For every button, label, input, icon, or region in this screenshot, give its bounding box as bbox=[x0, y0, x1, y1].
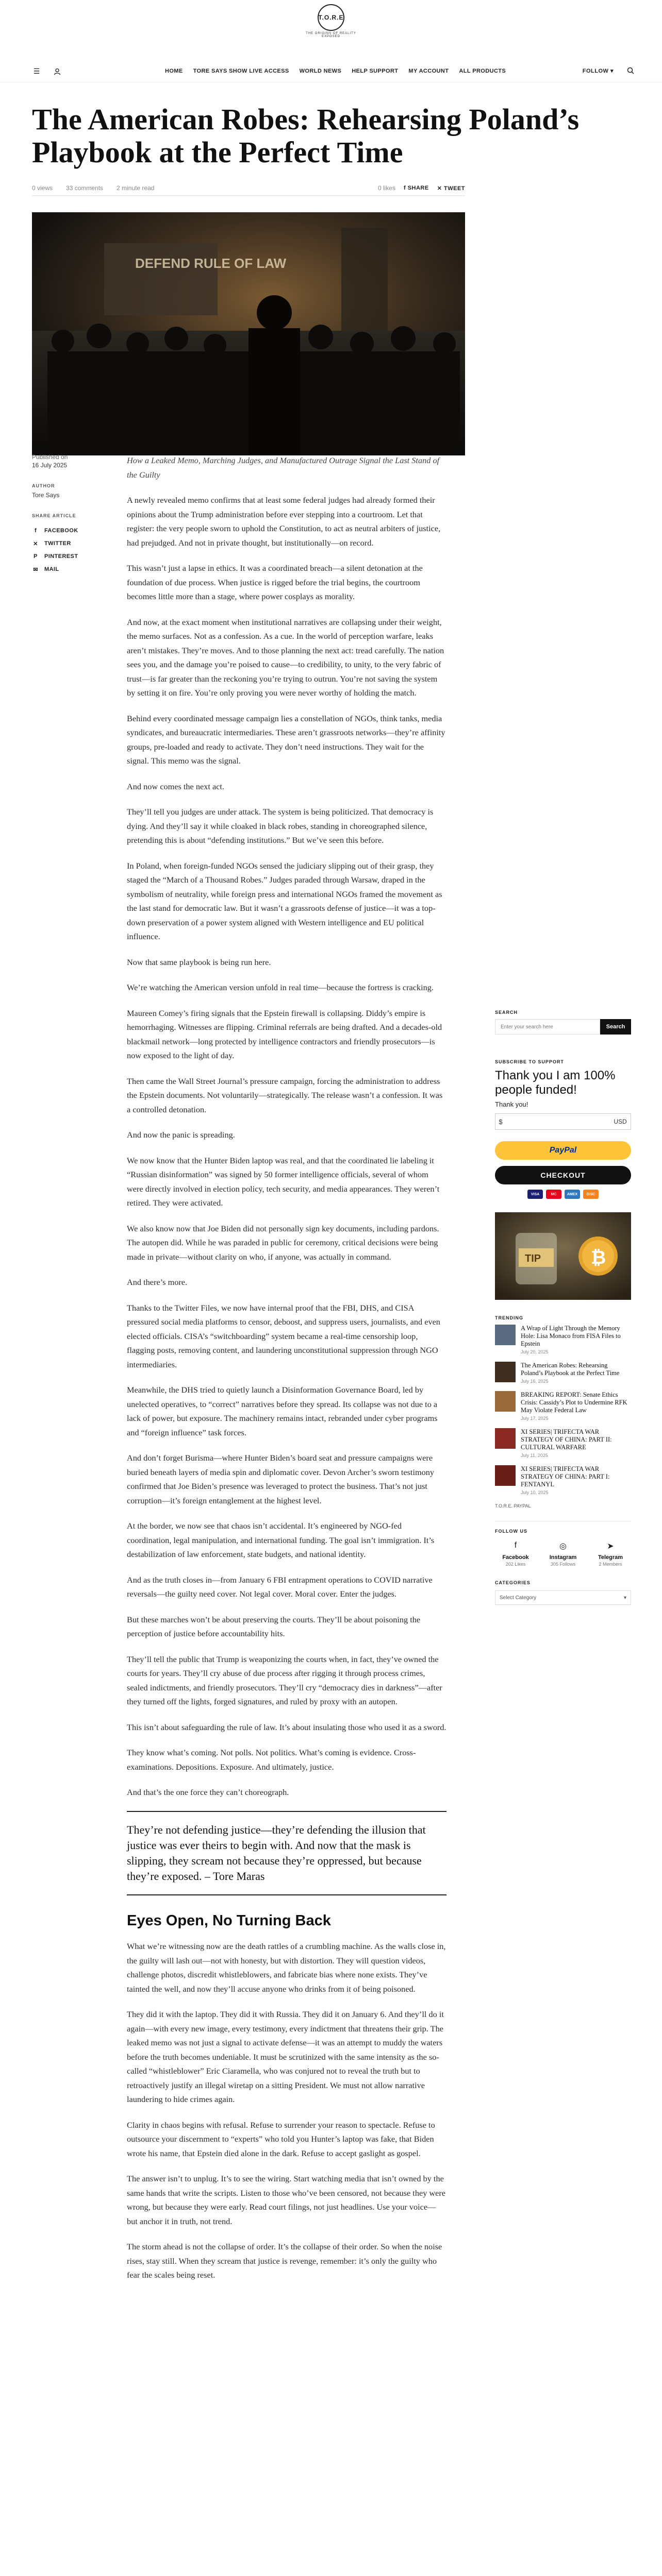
article-paragraph: A newly revealed memo confirms that at least some federal judges had already formed their opinions about the Trump administration before ever stepping into a courtroom. Let that register: the very people sworn to uphold the Constitution, to act as neutral arbiters of justice, had prejudged. And not in private thought, but institutionally—on record. bbox=[127, 495, 441, 548]
banner-text: DEFEND RULE OF LAW bbox=[135, 256, 287, 271]
article-paragraph: And now, at the exact moment when institutional narratives are collapsing under their weight, the memo surfaces. Not as a confession. As a cue. In the world of perception warfare, leaks aren’t mistakes. They’re moves. And to those planning the next act: tread carefully. The nation sees you, and the damage you’re poised to cause—to credibility, to unity, to the very fabric of trust—is far greater than the reckoning you’re trying to outrun. You’re not saving the system by setting it on fire. You’re only proving you were never worthy of holding the match. bbox=[127, 617, 444, 698]
trending-thumbnail bbox=[495, 1428, 516, 1449]
search-label: SEARCH bbox=[495, 1010, 518, 1015]
article-paragraph: This wasn’t just a lapse in ethics. It was a coordinated breach—a silent detonation at the foundation of due process. When justice is rigged before the trial begins, the courtroom becomes little more than a stage, where power cosplays as morality. bbox=[127, 563, 423, 601]
social-instagram[interactable] bbox=[542, 1541, 584, 1567]
nav-item-live-access[interactable]: TORE SAYS SHOW LIVE ACCESS bbox=[193, 68, 289, 74]
article-paragraph: And as the truth closes in—from January 6 FBI entrapment operations to COVID narrative reversals—the guilty need cover. Not legal cover. Moral cover. Enter the judges. bbox=[127, 1574, 433, 1599]
chevron-down-icon: ▾ bbox=[610, 67, 614, 74]
share-facebook-label: FACEBOOK bbox=[44, 528, 78, 534]
article-paragraph: Thanks to the Twitter Files, we now have internal proof that the FBI, DHS, and CISA pressured social media platforms to censor, deboost, and suppress users, journalists, and even elected officials. CISA’s “switchboarding” system became a real-time censorship loop, flagging posts, removing content, and laundering unconstitutional suppression through NGO intermediaries. bbox=[127, 1302, 440, 1369]
visa-card-icon: VISA bbox=[527, 1190, 543, 1199]
article-dek: How a Leaked Memo, Marching Judges, and Manufactured Outrage Signal the Last Stand of the Guilty bbox=[127, 455, 440, 480]
article-meta bbox=[32, 182, 465, 196]
share-twitter[interactable] bbox=[32, 540, 99, 547]
top-bar bbox=[0, 0, 662, 41]
article-body bbox=[127, 453, 446, 2294]
right-sidebar bbox=[495, 1010, 631, 1605]
tweet-button[interactable] bbox=[437, 185, 465, 192]
tip-jar-image[interactable] bbox=[495, 1212, 631, 1300]
article-paragraph: What we’re witnessing now are the death rattles of a crumbling machine. As the walls close in, the guilty will lash out—not with honesty, but with distortion. They will question videos, challenge photos, discredit whistleblowers, and fabricate bias where none exists. They’ve tainted the well, and now they’ll accuse anyone who drinks from it of being poisoned. bbox=[127, 1941, 446, 1994]
article-paragraph: Now that same playbook is being run here. bbox=[127, 957, 271, 967]
tweet-label: TWEET bbox=[444, 185, 465, 192]
author-name[interactable]: Tore Says bbox=[32, 492, 60, 499]
nav-item-all-products[interactable]: ALL PRODUCTS bbox=[459, 68, 506, 74]
share-article-label: SHARE ARTICLE bbox=[32, 513, 76, 518]
paypal-button[interactable]: PayPal bbox=[495, 1141, 631, 1160]
trending-date: July 10, 2025 bbox=[521, 1490, 549, 1495]
trending-item[interactable] bbox=[495, 1428, 631, 1458]
social-links bbox=[495, 1541, 631, 1567]
discover-card-icon: DISC bbox=[583, 1190, 599, 1199]
article-paragraph: Maureen Comey’s firing signals that the Epstein firewall is collapsing. Diddy’s empire is hemorrhaging. Witnesses are flipping. Criminal referrals are being drafted. And a decades-old blackmail network—long protected by intelligence contractors and friendly prosecutors—is now exposed to the light of day. bbox=[127, 1008, 442, 1060]
trending-label: TRENDING bbox=[495, 1315, 523, 1320]
facebook-icon: f bbox=[34, 528, 37, 534]
mail-icon: ✉ bbox=[33, 566, 38, 573]
subscribe-label: SUBSCRIBE TO SUPPORT bbox=[495, 1059, 564, 1064]
share-pinterest[interactable] bbox=[32, 553, 99, 560]
article-title: The American Robes: Rehearsing Poland’s Playbook at the Perfect Time bbox=[32, 103, 580, 169]
nav-item-my-account[interactable]: MY ACCOUNT bbox=[408, 68, 449, 74]
share-facebook[interactable] bbox=[32, 527, 99, 534]
trending-item[interactable] bbox=[495, 1362, 631, 1384]
social-name: Instagram bbox=[549, 1554, 577, 1561]
article-paragraph: We’re watching the American version unfold in real time—because the fortress is cracking. bbox=[127, 982, 434, 992]
nav-menu bbox=[165, 68, 506, 74]
payment-cards bbox=[495, 1190, 631, 1199]
trending-title: XI SERIES| TRIFECTA WAR STRATEGY OF CHINA: PART I: FENTANYL bbox=[521, 1465, 610, 1488]
hero-image bbox=[32, 212, 465, 455]
amount-input[interactable] bbox=[506, 1114, 610, 1129]
social-facebook[interactable] bbox=[495, 1541, 536, 1567]
facebook-icon: f bbox=[514, 1541, 517, 1550]
published-date: 16 July 2025 bbox=[32, 462, 68, 469]
article-paragraph: Clarity in chaos begins with refusal. Refuse to surrender your reason to spectacle. Refuse to outsource your discernment to “experts” who told you Hunter’s laptop was fake, that Biden wrote his name, that Epstein died alone in the dark. Refuse to accept gaslight as gospel. bbox=[127, 2120, 435, 2158]
article-paragraph: At the border, we now see that chaos isn’t accidental. It’s engineered by NGO-fed coordination, legal manipulation, and international funding. The goal isn’t immigration. It’s destabilization of law enforcement, state budgets, and national identity. bbox=[127, 1521, 435, 1559]
search-input[interactable] bbox=[495, 1019, 600, 1035]
article-paragraph: The answer isn’t to unplug. It’s to see the wiring. Start watching media that isn’t owned by the same hands that write the scripts. Listen to those who’ve been censored, not because they were wrong, but because they were early. Read court filings, not just headlines. Use your voice—but anchor it in truth, not trend. bbox=[127, 2174, 446, 2226]
trending-item[interactable] bbox=[495, 1325, 631, 1354]
categories-select[interactable] bbox=[495, 1590, 631, 1605]
user-icon[interactable] bbox=[53, 67, 62, 76]
tore-paypal-link[interactable]: T.O.R.E. PAYPAL bbox=[495, 1503, 531, 1509]
site-logo[interactable] bbox=[305, 4, 357, 37]
telegram-icon: ➤ bbox=[607, 1542, 614, 1551]
likes-count[interactable]: 0 likes bbox=[377, 184, 395, 192]
article-paragraph: And now the panic is spreading. bbox=[127, 1130, 235, 1140]
amex-card-icon: AMEX bbox=[565, 1190, 580, 1199]
author-label: AUTHOR bbox=[32, 483, 55, 488]
search-button[interactable]: Search bbox=[600, 1019, 631, 1035]
mastercard-icon: MC bbox=[546, 1190, 561, 1199]
donation-subtitle: Thank you! bbox=[495, 1100, 528, 1108]
trending-thumbnail bbox=[495, 1465, 516, 1486]
nav-item-help-support[interactable]: HELP SUPPORT bbox=[352, 68, 399, 74]
article-paragraph: And don’t forget Burisma—where Hunter Biden’s board seat and pressure campaigns were buried beneath layers of media spin and diplomatic cover. Devon Archer’s sworn testimony confirmed that Joe Biden’s presence was leveraged to protect the business. That’s not just corruption—it’s foreign entanglement at the highest level. bbox=[127, 1453, 435, 1505]
trending-title: XI SERIES| TRIFECTA WAR STRATEGY OF CHINA: PART II: CULTURAL WARFARE bbox=[521, 1428, 612, 1451]
follow-label: FOLLOW bbox=[582, 67, 609, 74]
checkout-button[interactable]: CHECKOUT bbox=[495, 1166, 631, 1184]
follow-button[interactable] bbox=[583, 67, 614, 74]
share-button[interactable] bbox=[404, 185, 429, 191]
article-paragraph: In Poland, when foreign-funded NGOs sensed the judiciary slipping out of their grasp, they staged the “March of a Thousand Robes.” Judges paraded through Warsaw, draped in the symbolism of neutrality, while foreign press and international NGOs framed the movement as the last stand for democratic law. But it wasn’t a grassroots defense of justice—it was a top-down preservation of a power system aligned with Western intelligence and EU political influence. bbox=[127, 860, 442, 941]
social-count: 2 Members bbox=[599, 1562, 622, 1567]
share-icon: f bbox=[403, 185, 406, 191]
main-navigation bbox=[0, 62, 662, 82]
pull-quote: They’re not defending justice—they’re defending the illusion that justice was ever theirs to begin with. And now that the mask is slipping, they scream not because they’re oppressed, but because they’re exposed. – Tore Maras bbox=[127, 1811, 446, 1895]
nav-item-world-news[interactable]: WORLD NEWS bbox=[299, 68, 342, 74]
twitter-icon: ✕ bbox=[437, 185, 442, 192]
article-paragraph: Meanwhile, the DHS tried to quietly launch a Disinformation Governance Board, led by unelected operatives, to “correct” narratives before they spread. Its collapse was not due to a lack of power, but exposure. The machinery remains intact, rebranded under cyber programs and “foreign influence” task forces. bbox=[127, 1385, 438, 1437]
share-twitter-label: TWITTER bbox=[44, 540, 71, 547]
article-paragraphs-2 bbox=[127, 1939, 446, 2282]
search-form bbox=[495, 1019, 631, 1035]
trending-date: July 11, 2025 bbox=[521, 1453, 548, 1458]
article-sidebar-left bbox=[32, 453, 99, 573]
share-mail-label: MAIL bbox=[44, 566, 59, 572]
social-count: 305 Follows bbox=[550, 1562, 576, 1567]
article-paragraph: They know what’s coming. Not polls. Not politics. What’s coming is evidence. Cross-examinations. Depositions. Exposure. And ultimately, justice. bbox=[127, 1748, 416, 1772]
trending-item[interactable] bbox=[495, 1391, 631, 1421]
logo-subtitle: THE ORIGINS OF REALITY EXPOSED bbox=[306, 32, 356, 38]
article-paragraph: This isn’t about safeguarding the rule of law. It’s about insulating those who used it as a sword. bbox=[127, 1722, 446, 1732]
article-paragraph: They’ll tell you judges are under attack. The system is being politicized. That democracy is dying. And they’ll say it while cloaked in black robes, standing in choreographed silence, pretending this is about “defending institutions.” But we’ve seen this before. bbox=[127, 807, 434, 845]
twitter-icon: ✕ bbox=[33, 540, 38, 547]
article-paragraph: And that’s the one force they can’t choreograph. bbox=[127, 1787, 289, 1797]
read-time: 2 minute read bbox=[117, 184, 155, 192]
donation-heading: Thank you I am 100% people funded! bbox=[495, 1069, 616, 1097]
trending-title: The American Robes: Rehearsing Poland’s Playbook at the Perfect Time bbox=[521, 1362, 620, 1377]
nav-item-home[interactable]: HOME bbox=[165, 68, 183, 74]
article-paragraph: They did it with the laptop. They did it with Russia. They did it on January 6. And they’ll do it again—with every new image, every testimony, every indictment that threatens their grip. The leaked memo was not just a signal to activate defense—it was an attempt to muddy the waters before the truth becomes undeniable. It must be scrutinized with the same intensity as the so-called “whistleblower” Eric Ciaramella, who was conjured not to reveal the truth but to retroactively justify an illegal wiretap on a sitting President. We must not allow narrative laundering to hide crimes again. bbox=[127, 2009, 444, 2104]
follow-us-label: FOLLOW US bbox=[495, 1529, 527, 1534]
published-label: Published on bbox=[32, 453, 68, 461]
share-pinterest-label: PINTEREST bbox=[44, 553, 78, 560]
trending-thumbnail bbox=[495, 1391, 516, 1412]
trending-date: July 17, 2025 bbox=[521, 1416, 549, 1421]
currency-code: USD bbox=[614, 1118, 627, 1125]
article-paragraph: They’ll tell the public that Trump is weaponizing the courts when, in fact, they’ve owned the courts for years. They’ll cry abuse of due process after rigging it through process crimes, sealed indictments, and friendly prosecutors. They’ll cry “democracy dies in darkness”—after they turned off the lights, forged signatures, and ruled by proxy with an autopen. bbox=[127, 1654, 442, 1706]
categories-label: CATEGORIES bbox=[495, 1580, 531, 1585]
donation-amount-field bbox=[495, 1113, 631, 1130]
tip-label: TIP bbox=[525, 1253, 541, 1264]
currency-symbol: $ bbox=[499, 1117, 503, 1126]
article-paragraph: Then came the Wall Street Journal’s pressure campaign, forcing the administration to address the Epstein documents. Not voluntarily—strategically. The release wasn’t a confession. It was a controlled detonation. bbox=[127, 1076, 443, 1114]
trending-item[interactable] bbox=[495, 1465, 631, 1495]
trending-thumbnail bbox=[495, 1362, 516, 1382]
social-name: Telegram bbox=[598, 1554, 623, 1561]
article-paragraph: But these marches won’t be about preserving the courts. They’ll be about poisoning the perception of justice before accountability hits. bbox=[127, 1614, 421, 1638]
social-telegram[interactable] bbox=[590, 1541, 631, 1567]
pinterest-icon: P bbox=[34, 553, 38, 560]
article-paragraph: We now know that the Hunter Biden laptop was real, and that the coordinated lie labeling it “Russian disinformation” was signed by 50 former intelligence officials, several of whom were directly involved in election policy, tech security, and media appearances. They weren’t retired. They were activated. bbox=[127, 1155, 440, 1208]
trending-date: July 20, 2025 bbox=[521, 1349, 549, 1354]
article-paragraph: And there’s more. bbox=[127, 1277, 188, 1287]
bitcoin-icon: ₿ bbox=[591, 1247, 606, 1268]
chevron-down-icon: ▾ bbox=[623, 1595, 626, 1601]
social-name: Facebook bbox=[502, 1554, 529, 1561]
comments-count[interactable]: 33 comments bbox=[66, 184, 104, 192]
section-heading: Eyes Open, No Turning Back bbox=[127, 1912, 331, 1929]
menu-icon[interactable]: ☰ bbox=[33, 67, 40, 76]
instagram-icon: ◎ bbox=[559, 1542, 567, 1551]
article-paragraph: And now comes the next act. bbox=[127, 781, 224, 791]
search-icon[interactable] bbox=[626, 66, 635, 75]
follow-us-section bbox=[495, 1521, 631, 1567]
trending-title: A Wrap of Light Through the Memory Hole: Lisa Monaco from FISA Files to Epstein bbox=[521, 1325, 621, 1347]
trending-thumbnail bbox=[495, 1325, 516, 1345]
share-label: SHARE bbox=[407, 185, 429, 191]
views-count: 0 views bbox=[32, 184, 53, 192]
trending-title: BREAKING REPORT: Senate Ethics Crisis: Cassidy’s Plot to Undermine RFK May Violate Federal Law bbox=[521, 1391, 627, 1414]
social-count: 202 Likes bbox=[505, 1562, 526, 1567]
logo-mark: T.O.R.E bbox=[318, 4, 344, 31]
article-paragraph: Behind every coordinated message campaign lies a constellation of NGOs, think tanks, media syndicates, and bureaucratic intermediaries. These aren’t grassroots networks—they’re affinity groups, pre-loaded and ready to activate. They don’t need instructions. They wait for the signal. This memo was the signal. bbox=[127, 713, 445, 766]
article-paragraphs bbox=[127, 493, 446, 1800]
categories-select-value: Select Category bbox=[500, 1595, 537, 1601]
article-paragraph: We also know now that Joe Biden did not personally sign key documents, including pardons. The autopen did. While he was paraded in public for ceremony, critical decisions were being made in private—without clarity on who, if anyone, was actually in command. bbox=[127, 1223, 439, 1262]
article-paragraph: The storm ahead is not the collapse of order. It’s the collapse of their order. So when the noise rises, stay still. When they scream that justice is revenge, remember: it’s only the guilty who fear the scales being reset. bbox=[127, 2242, 442, 2280]
share-mail[interactable] bbox=[32, 566, 99, 573]
trending-date: July 16, 2025 bbox=[521, 1379, 549, 1384]
